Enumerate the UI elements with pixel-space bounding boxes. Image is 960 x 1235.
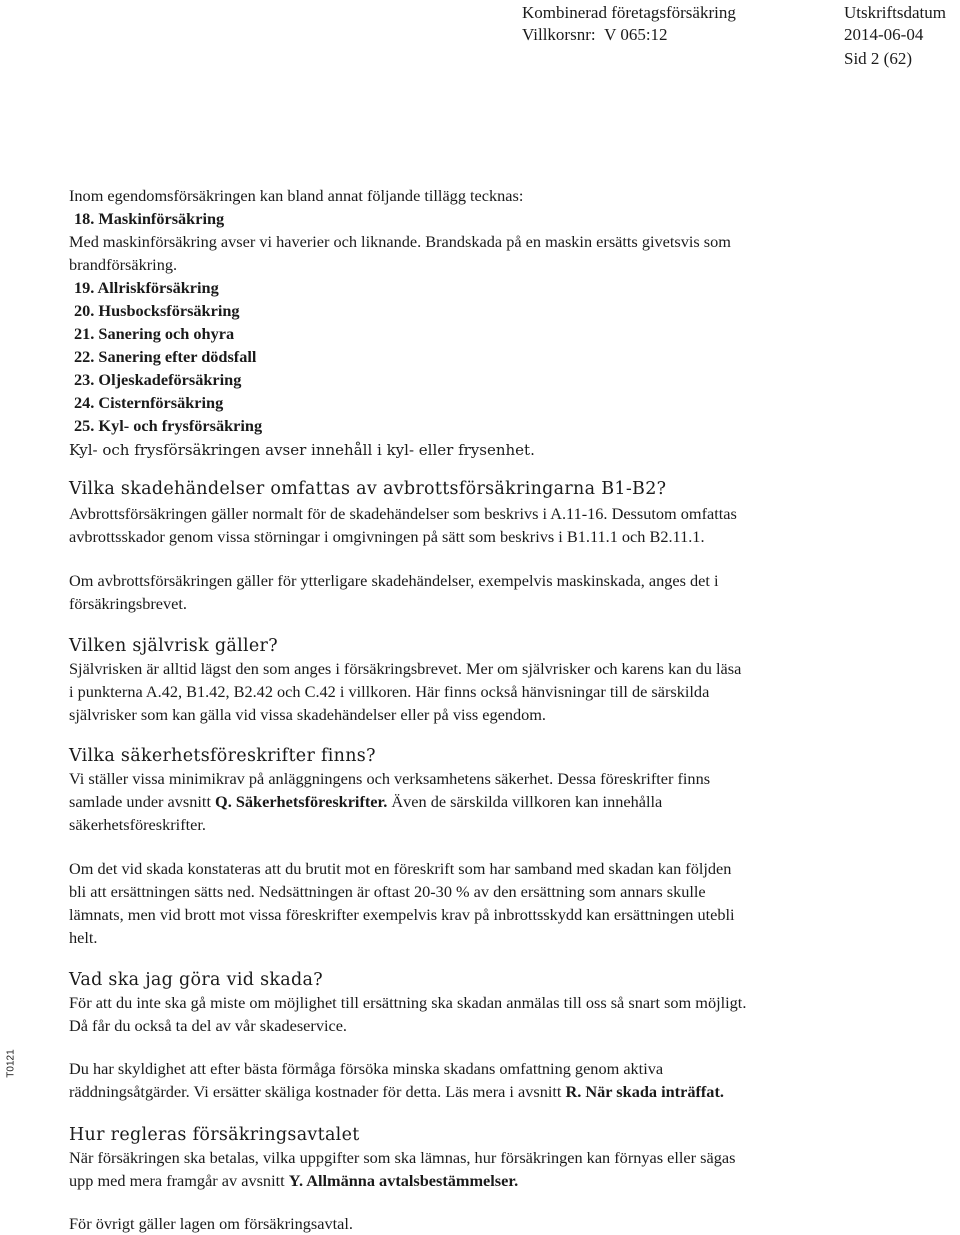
sakerhet-text-2-cont2: lämnats, men vid brott mot vissa föreskrifter exempelvis krav på inbrottsskydd kan ersättningen utebli	[69, 905, 735, 924]
list-item-21: 21. Sanering och ohyra	[74, 324, 235, 343]
print-date: 2014-06-04	[844, 25, 924, 44]
regleras-section-ref: Y. Allmänna avtalsbestämmelser.	[288, 1171, 519, 1190]
skada-text-2-cont	[69, 1081, 724, 1103]
regleras-text-pre: upp med mera framgår av avsnitt	[69, 1171, 289, 1190]
list-item-20: 20. Husbocksförsäkring	[74, 301, 240, 320]
sakerhet-text-cont	[69, 791, 662, 813]
skada-section-ref: R. När skada inträffat.	[565, 1082, 724, 1101]
skada-text-2: Du har skyldighet att efter bästa förmåga försöka minska skadans omfattning genom aktiva	[69, 1059, 664, 1078]
skada-text-2-pre: räddningsåtgärder. Vi ersätter skäliga kostnader för detta. Läs mera i avsnitt	[69, 1082, 566, 1101]
heading-avbrott: Vilka skadehändelser omfattas av avbrottsförsäkringarna B1-B2?	[69, 479, 667, 499]
skada-text-cont: Då får du också ta del av vår skadeservice.	[69, 1016, 348, 1035]
regleras-text: När försäkringen ska betalas, vilka uppgifter som ska lämnas, hur försäkringen kan förnyas eller sägas	[69, 1148, 736, 1167]
heading-sjalvrisk: Vilken självrisk gäller?	[69, 636, 278, 656]
list-item-18-desc: Med maskinförsäkring avser vi haverier och liknande. Brandskada på en maskin ersätts givetsvis som	[69, 232, 731, 251]
regleras-text-cont	[69, 1170, 518, 1192]
sakerhet-text: Vi ställer vissa minimikrav på anläggningens och verksamhetens säkerhet. Dessa föreskrifter finns	[69, 769, 711, 788]
list-item-19: 19. Allriskförsäkring	[74, 278, 219, 297]
avbrott-text-2-cont: försäkringsbrevet.	[69, 594, 187, 613]
sjalvrisk-text: Självrisken är alltid lägst den som anges i försäkringsbrevet. Mer om självrisker och karens kan du läsa	[69, 659, 742, 678]
heading-skada: Vad ska jag göra vid skada?	[69, 970, 323, 990]
terms-value: V 065:12	[604, 25, 668, 44]
list-intro: Inom egendomsförsäkringen kan bland annat följande tillägg tecknas:	[69, 186, 524, 205]
regleras-text-end: För övrigt gäller lagen om försäkringsavtal.	[69, 1214, 353, 1233]
skada-text: För att du inte ska gå miste om möjlighet till ersättning ska skadan anmälas till oss så snart som möjligt.	[69, 993, 747, 1012]
list-item-22: 22. Sanering efter dödsfall	[74, 347, 257, 366]
sjalvrisk-text-cont: i punkterna A.42, B1.42, B2.42 och C.42 i villkoren. Här finns också hänvisningar till de särskilda	[69, 682, 710, 701]
terms-number	[522, 24, 668, 46]
avbrott-text-cont: avbrottsskador genom vissa störningar i omgivningen på sätt som beskrivs i B1.11.1 och B2.11.1.	[69, 527, 705, 546]
sakerhet-text-2-end: helt.	[69, 928, 98, 947]
product-name: Kombinerad företagsförsäkring	[522, 3, 736, 22]
terms-label: Villkorsnr:	[522, 25, 596, 44]
sakerhet-text-post: Även de särskilda villkoren kan innehålla	[387, 792, 663, 811]
list-item-23: 23. Oljeskadeförsäkring	[74, 370, 242, 389]
sjalvrisk-text-end: självrisker som kan gälla vid vissa skadehändelser eller på viss egendom.	[69, 705, 547, 724]
sakerhet-text-2: Om det vid skada konstateras att du brutit mot en föreskrift som har samband med skadan kan följden	[69, 859, 732, 878]
list-item-25-desc: Kyl- och frysförsäkringen avser innehåll i kyl- eller frysenhet.	[69, 441, 535, 459]
heading-sakerhet: Vilka säkerhetsföreskrifter finns?	[69, 746, 376, 766]
document-code: T0121	[5, 1049, 17, 1078]
avbrott-text-2: Om avbrottsförsäkringen gäller för ytterligare skadehändelser, exempelvis maskinskada, anges det i	[69, 571, 719, 590]
sakerhet-text-2-cont: bli att ersättningen sätts ned. Nedsättningen är oftast 20-30 % av den ersättning som annars skulle	[69, 882, 706, 901]
heading-regleras: Hur regleras försäkringsavtalet	[69, 1125, 360, 1145]
list-item-18: 18. Maskinförsäkring	[74, 209, 225, 228]
print-date-label: Utskriftsdatum	[844, 3, 946, 22]
list-item-18-desc-cont: brandförsäkring.	[69, 255, 178, 274]
sakerhet-section-ref: Q. Säkerhetsföreskrifter.	[215, 792, 388, 811]
avbrott-text: Avbrottsförsäkringen gäller normalt för de skadehändelser som beskrivs i A.11-16. Dessutom omfattas	[69, 504, 737, 523]
sakerhet-text-end: säkerhetsföreskrifter.	[69, 815, 206, 834]
sakerhet-text-pre: samlade under avsnitt	[69, 792, 216, 811]
list-item-25: 25. Kyl- och frysförsäkring	[74, 416, 263, 435]
page-number: Sid 2 (62)	[844, 49, 912, 68]
list-item-24: 24. Cisternförsäkring	[74, 393, 224, 412]
